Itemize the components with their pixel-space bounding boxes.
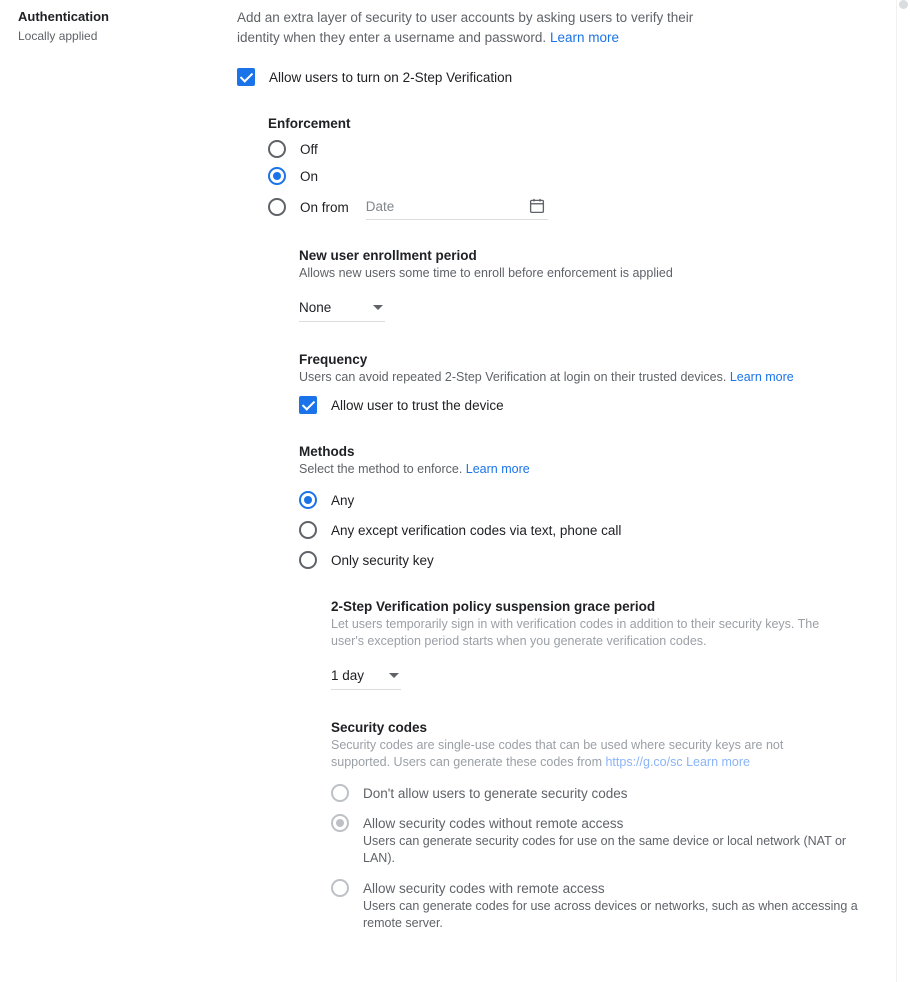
radio-on[interactable]: [268, 167, 286, 185]
security-codes-description-text: Security codes are single-use codes that can be used where security keys are not supported. Users can generate these codes from: [331, 738, 784, 769]
intro-learn-more-link[interactable]: Learn more: [549, 30, 619, 45]
chevron-down-icon[interactable]: [389, 673, 399, 678]
radio-method-security-key-label: Only security key: [331, 552, 434, 568]
radio-security-code-none-label: Don't allow users to generate security codes: [363, 785, 628, 801]
allow-2sv-label: Allow users to turn on 2-Step Verification: [269, 69, 513, 85]
radio-on-from-label: On from: [300, 199, 349, 215]
enforcement-option-on-from[interactable]: [268, 194, 897, 220]
radio-security-code-no-remote-sub: Users can generate security codes for use on the same device or local network (NAT or LAN).: [363, 834, 847, 865]
chevron-down-icon[interactable]: [373, 305, 383, 310]
frequency-section: [299, 352, 897, 414]
frequency-description-text: Users can avoid repeated 2-Step Verification at login on their trusted devices.: [299, 370, 730, 384]
security-code-option-no-remote[interactable]: [331, 814, 897, 867]
calendar-icon[interactable]: [528, 197, 546, 220]
radio-method-any[interactable]: [299, 491, 317, 509]
settings-content: [237, 8, 897, 932]
enforcement-date-field[interactable]: [366, 194, 548, 220]
method-option-any[interactable]: [299, 491, 897, 509]
radio-security-code-none[interactable]: [331, 784, 349, 802]
enrollment-section: [299, 248, 897, 322]
enforcement-option-off[interactable]: [268, 140, 897, 158]
security-code-option-none[interactable]: [331, 784, 897, 802]
methods-description-text: Select the method to enforce.: [299, 462, 466, 476]
security-codes-learn-more-link[interactable]: Learn more: [686, 755, 751, 769]
intro-paragraph: Add an extra layer of security to user accounts by asking users to verify their identity when they enter a username and password.: [237, 10, 694, 45]
methods-description: [299, 461, 897, 478]
enrollment-period-value: None: [299, 300, 332, 315]
page-title: Authentication: [18, 9, 109, 24]
methods-learn-more-link[interactable]: Learn more: [465, 462, 530, 476]
radio-method-any-label: Any: [331, 492, 355, 508]
date-placeholder: Date: [365, 199, 395, 214]
trust-device-label: Allow user to trust the device: [331, 397, 504, 413]
trust-device-row[interactable]: [299, 396, 897, 414]
radio-off[interactable]: [268, 140, 286, 158]
frequency-description: [299, 369, 897, 386]
security-codes-description: [331, 737, 811, 771]
scope-label: Locally applied: [18, 29, 98, 43]
radio-security-code-no-remote[interactable]: [331, 814, 349, 832]
allow-2sv-row[interactable]: [237, 68, 897, 86]
radio-method-any-except-label: Any except verification codes via text, phone call: [331, 522, 622, 538]
radio-on-from[interactable]: [268, 198, 286, 216]
intro-text: [237, 8, 717, 48]
grace-period-description: Let users temporarily sign in with verification codes in addition to their security keys. The user's exception period starts when you generate verification codes.: [331, 617, 820, 648]
enforcement-option-on[interactable]: [268, 167, 897, 185]
radio-security-code-remote-sub: Users can generate codes for use across devices or networks, such as when accessing a remote server.: [363, 899, 858, 930]
enforcement-title: Enforcement: [268, 116, 351, 131]
method-option-security-key[interactable]: [299, 551, 897, 569]
trust-device-checkbox[interactable]: [299, 396, 317, 414]
section-header: [18, 8, 218, 45]
scrollbar-thumb[interactable]: [899, 0, 908, 9]
methods-section: [299, 444, 897, 569]
radio-security-code-remote-label: Allow security codes with remote access: [363, 880, 605, 896]
radio-on-label: On: [300, 168, 319, 184]
grace-period-select[interactable]: [331, 662, 401, 690]
radio-off-label: Off: [300, 141, 318, 157]
frequency-title: Frequency: [299, 352, 368, 367]
radio-method-any-except[interactable]: [299, 521, 317, 539]
page-scrollbar[interactable]: [896, 0, 910, 982]
enforcement-section: [268, 116, 897, 220]
security-codes-title: Security codes: [331, 720, 428, 735]
radio-security-code-remote[interactable]: [331, 879, 349, 897]
grace-period-section: [331, 599, 897, 690]
security-code-option-remote[interactable]: [331, 879, 897, 932]
radio-method-security-key[interactable]: [299, 551, 317, 569]
frequency-learn-more-link[interactable]: Learn more: [729, 370, 794, 384]
grace-period-value: 1 day: [331, 668, 365, 683]
security-codes-section: [331, 720, 897, 932]
enrollment-period-select[interactable]: [299, 294, 385, 322]
allow-2sv-checkbox[interactable]: [237, 68, 255, 86]
security-codes-url-link[interactable]: https://g.co/sc: [605, 755, 683, 769]
methods-title: Methods: [299, 444, 355, 459]
enrollment-title: New user enrollment period: [299, 248, 477, 263]
grace-period-title: 2-Step Verification policy suspension grace period: [331, 599, 656, 614]
enrollment-description: Allows new users some time to enroll before enforcement is applied: [299, 266, 673, 280]
radio-security-code-no-remote-label: Allow security codes without remote access: [363, 815, 624, 831]
method-option-any-except[interactable]: [299, 521, 897, 539]
